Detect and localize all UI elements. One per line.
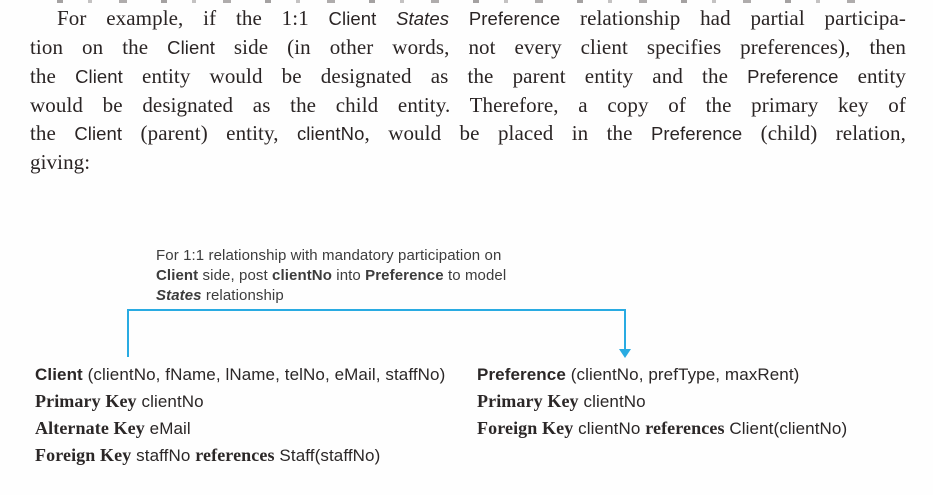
paragraph-line: giving: xyxy=(30,150,91,174)
schema-line-heading: Preference (clientNo, prefType, maxRent) xyxy=(477,365,800,384)
paragraph-line: would be designated as the child entity. Therefore, a copy of the primary key of xyxy=(30,93,906,117)
paragraph-line: the Client entity would be designated as the parent entity and the Preference entity xyxy=(30,64,906,88)
schema-line-primary-key: Primary Key clientNo xyxy=(35,391,204,411)
paragraph-line: For example, if the 1:1 Client States Preference relationship had partial participa- xyxy=(57,6,906,30)
connector-right-vertical xyxy=(624,309,626,350)
clipped-previous-line xyxy=(57,0,862,3)
paragraph-line: tion on the Client side (in other words, not every client specifies preferences), then xyxy=(30,35,906,59)
down-arrowhead-icon xyxy=(619,349,631,358)
preference-relation-schema xyxy=(477,362,922,442)
paragraph-line: the Client (parent) entity, clientNo, would be placed in the Preference (child) relation, xyxy=(30,121,907,145)
connector-horizontal-line xyxy=(127,309,626,311)
schema-line-heading: Client (clientNo, fName, lName, telNo, eMail, staffNo) xyxy=(35,365,446,384)
body-paragraph xyxy=(30,4,906,176)
schema-line-foreign-key: Foreign Key clientNo references Client(clientNo) xyxy=(477,418,848,438)
schema-line-foreign-key: Foreign Key staffNo references Staff(staffNo) xyxy=(35,445,381,465)
schema-line-alternate-key: Alternate Key eMail xyxy=(35,418,191,438)
client-relation-schema xyxy=(35,362,465,469)
schema-line-primary-key: Primary Key clientNo xyxy=(477,391,646,411)
annotation-line: States relationship xyxy=(156,287,284,304)
annotation-line: For 1:1 relationship with mandatory participation on xyxy=(156,247,502,264)
connector-left-vertical xyxy=(127,309,129,357)
annotation-line: Client side, post clientNo into Preference to model xyxy=(156,267,507,284)
connector-annotation xyxy=(156,246,536,306)
